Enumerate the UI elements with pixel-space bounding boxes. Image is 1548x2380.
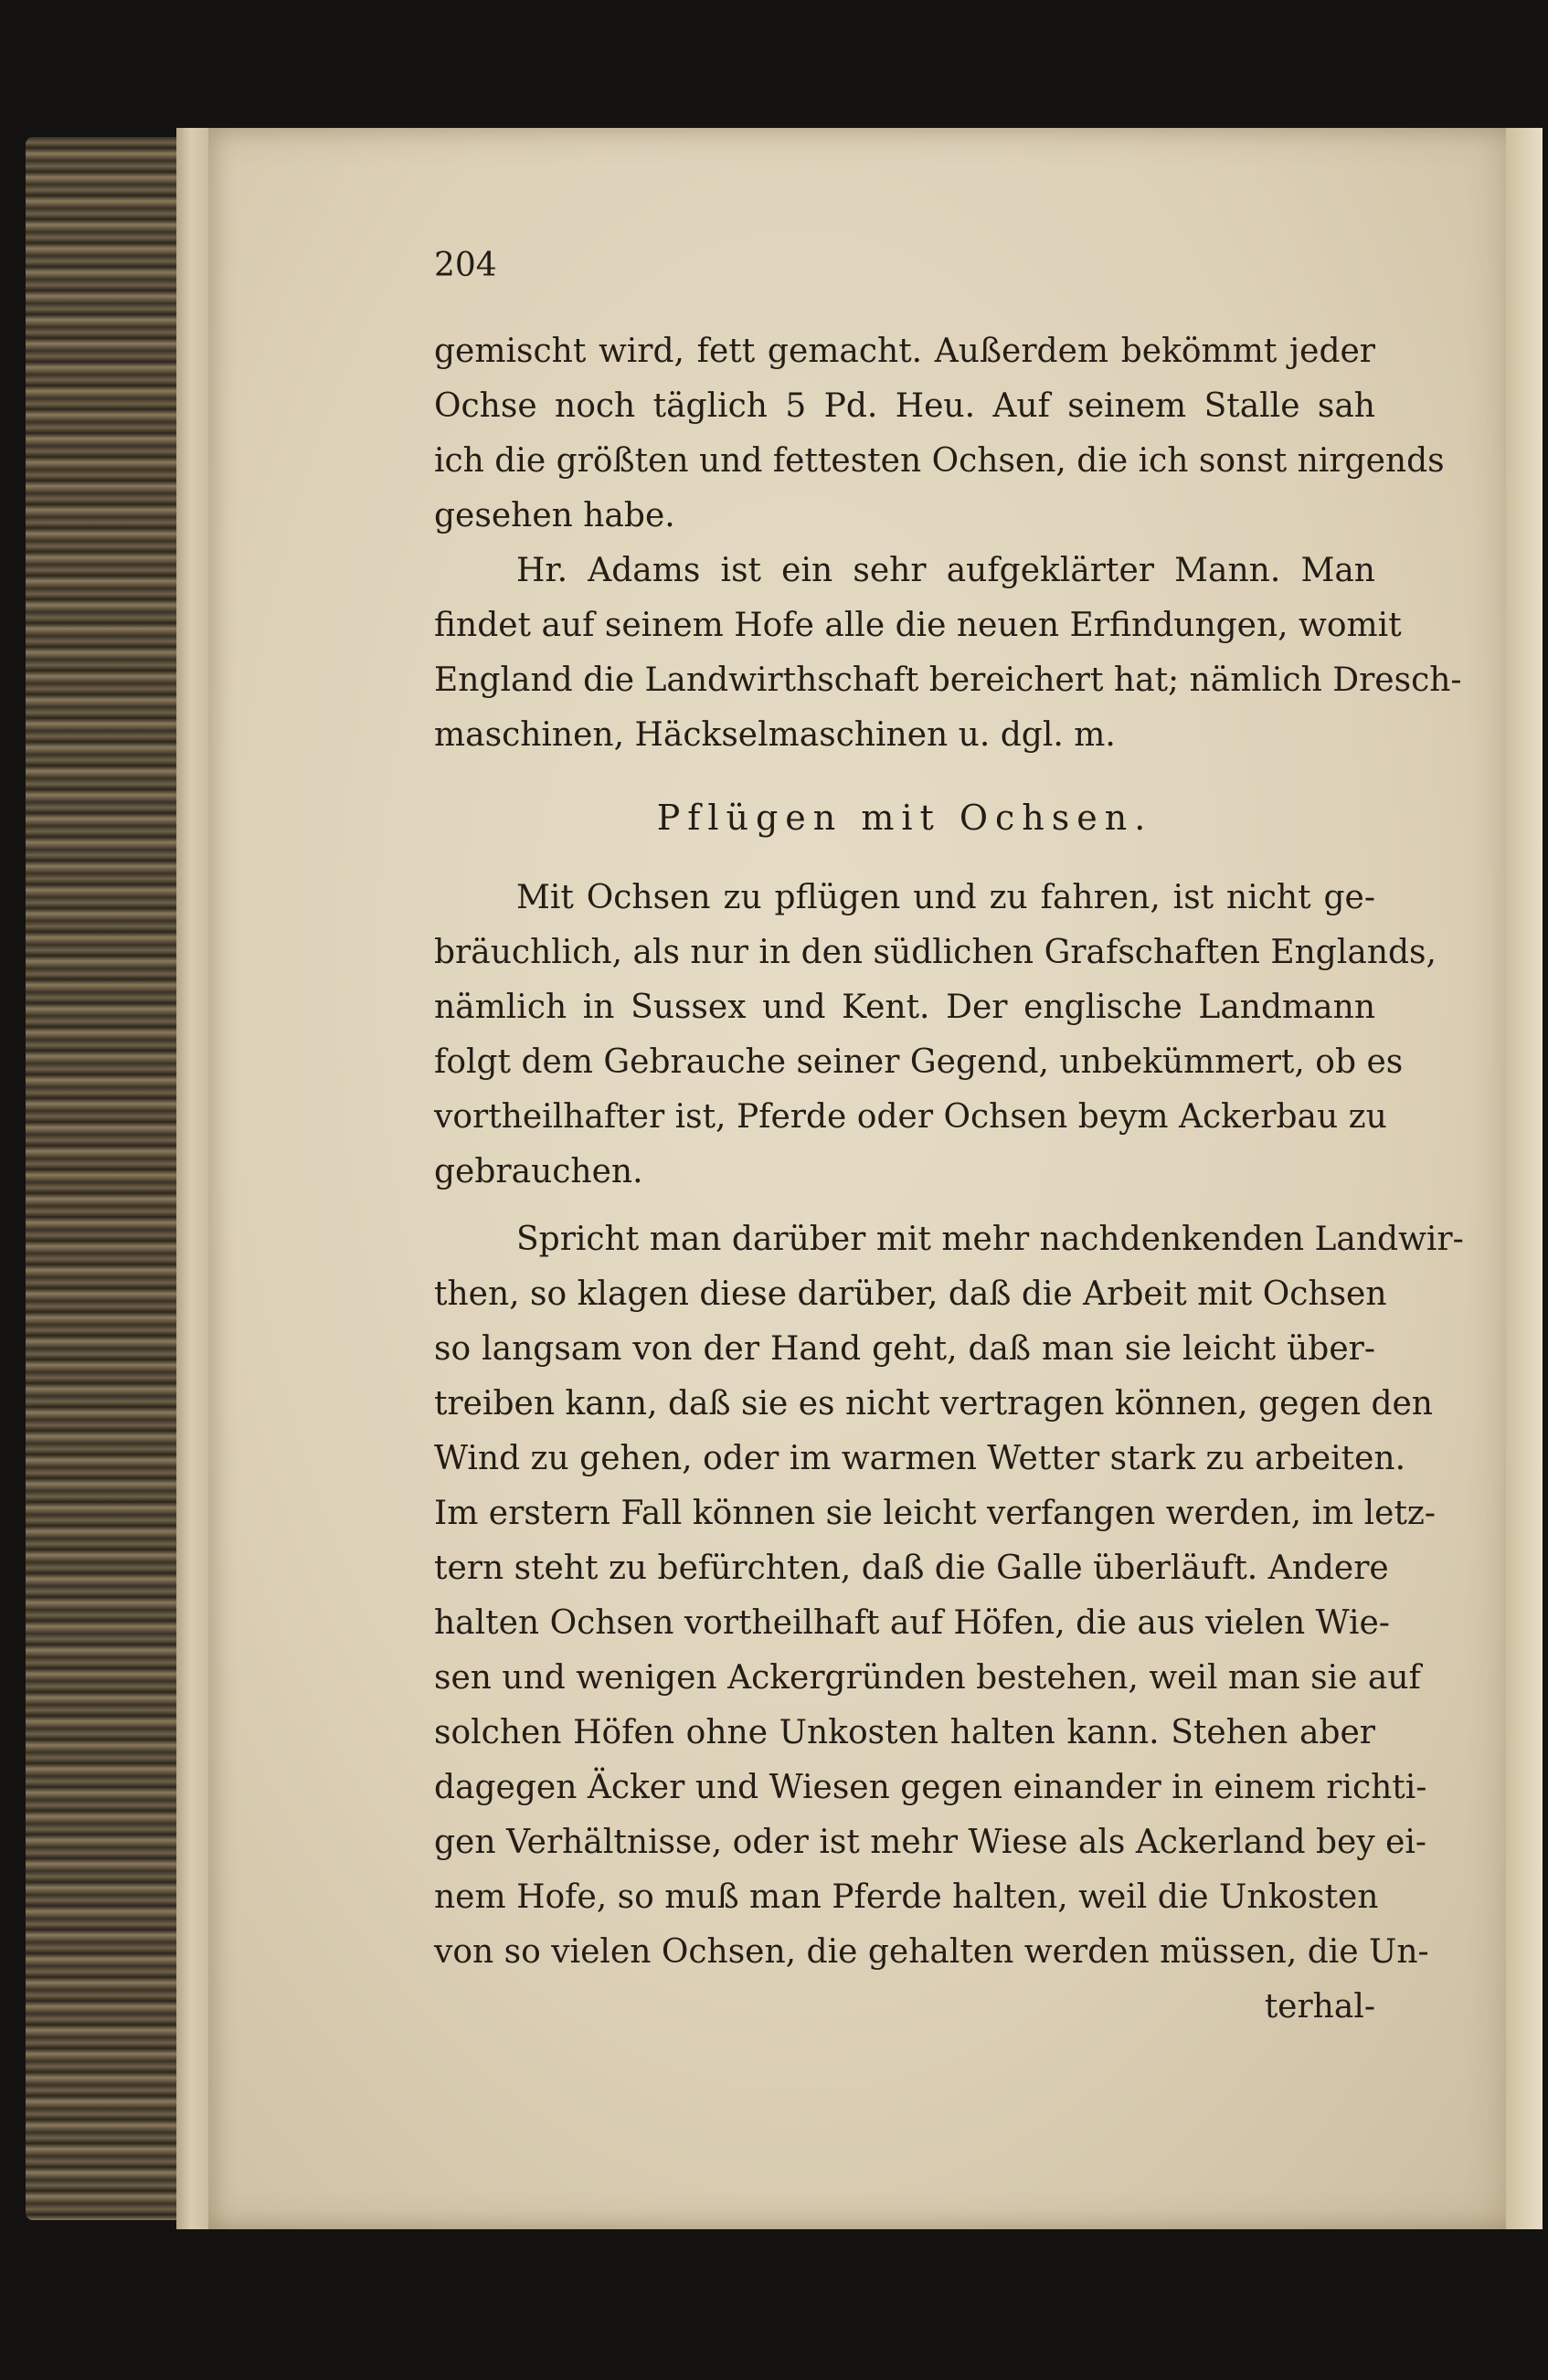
text-line: treiben kann, daß sie es nicht vertragen können, gegen den [434,1385,1433,1423]
text-line: gen Verhältnisse, oder ist mehr Wiese als Ackerland bey ei- [434,1824,1427,1861]
text-line: bräuchlich, als nur in den südlichen Grafschaften Englands, [434,934,1437,971]
text-line: tern steht zu befürchten, daß die Galle überläuft. Andere [434,1550,1389,1587]
text-line: dagegen Äcker und Wiesen gegen einander in einem richti- [434,1769,1427,1806]
paragraph-1 [434,324,1445,544]
paragraph-4 [434,1212,1464,1980]
text-line: Im erstern Fall können sie leicht verfangen werden, im letz- [434,1495,1437,1532]
text-line: England die Landwirthschaft bereichert hat; nämlich Dresch- [434,661,1462,699]
text-line: Hr. Adams ist ein sehr aufgeklärter Mann. Man [516,552,1375,589]
text-line: sen und wenigen Ackergründen bestehen, weil man sie auf [434,1659,1421,1697]
text-line: folgt dem Gebrauche seiner Gegend, unbekümmert, ob es [434,1043,1404,1081]
text-line: so langsam von der Hand geht, daß man sie leicht über- [434,1330,1375,1368]
text-line: gemischt wird, fett gemacht. Außerdem bekömmt jeder [434,333,1375,370]
book-cover-edge [26,137,181,2220]
text-line: von so vielen Ochsen, die gehalten werden müssen, die Un- [434,1933,1429,1971]
paragraph-3 [434,871,1437,1200]
text-line: maschinen, Häckselmaschinen u. dgl. m. [434,716,1116,754]
text-line: Spricht man darüber mit mehr nachdenkenden Landwir- [516,1221,1464,1258]
text-line: then, so klagen diese darüber, daß die Arbeit mit Ochsen [434,1275,1387,1313]
text-line: Wind zu gehen, oder im warmen Wetter stark zu arbeiten. [434,1440,1406,1477]
catchword: terhal- [1264,1988,1375,2026]
page-stack-edge [176,128,213,2229]
text-line: findet auf seinem Hofe alle die neuen Erfindungen, womit [434,607,1402,644]
text-line: Mit Ochsen zu pflügen und zu fahren, ist nicht ge- [516,879,1375,916]
section-heading: Pflügen mit Ochsen. [656,798,1153,838]
page-number: 204 [434,247,497,284]
text-line: gesehen habe. [434,497,675,534]
text-line: Ochse noch täglich 5 Pd. Heu. Auf seinem Stalle sah [434,387,1375,425]
text-line: solchen Höfen ohne Unkosten halten kann. Stehen aber [434,1714,1375,1751]
text-line: nämlich in Sussex und Kent. Der englische Landmann [434,989,1375,1026]
text-line: halten Ochsen vortheilhaft auf Höfen, die aus vielen Wie- [434,1604,1390,1642]
text-line: vortheilhafter ist, Pferde oder Ochsen beym Ackerbau zu [434,1098,1387,1136]
paragraph-2 [434,544,1462,763]
text-line: ich die größten und fettesten Ochsen, die ich sonst nirgends [434,442,1445,480]
text-line: gebrauchen. [434,1153,643,1190]
text-line: nem Hofe, so muß man Pferde halten, weil die Unkosten [434,1878,1379,1916]
facing-page-edge [1506,128,1543,2229]
page-text [434,324,1464,2035]
